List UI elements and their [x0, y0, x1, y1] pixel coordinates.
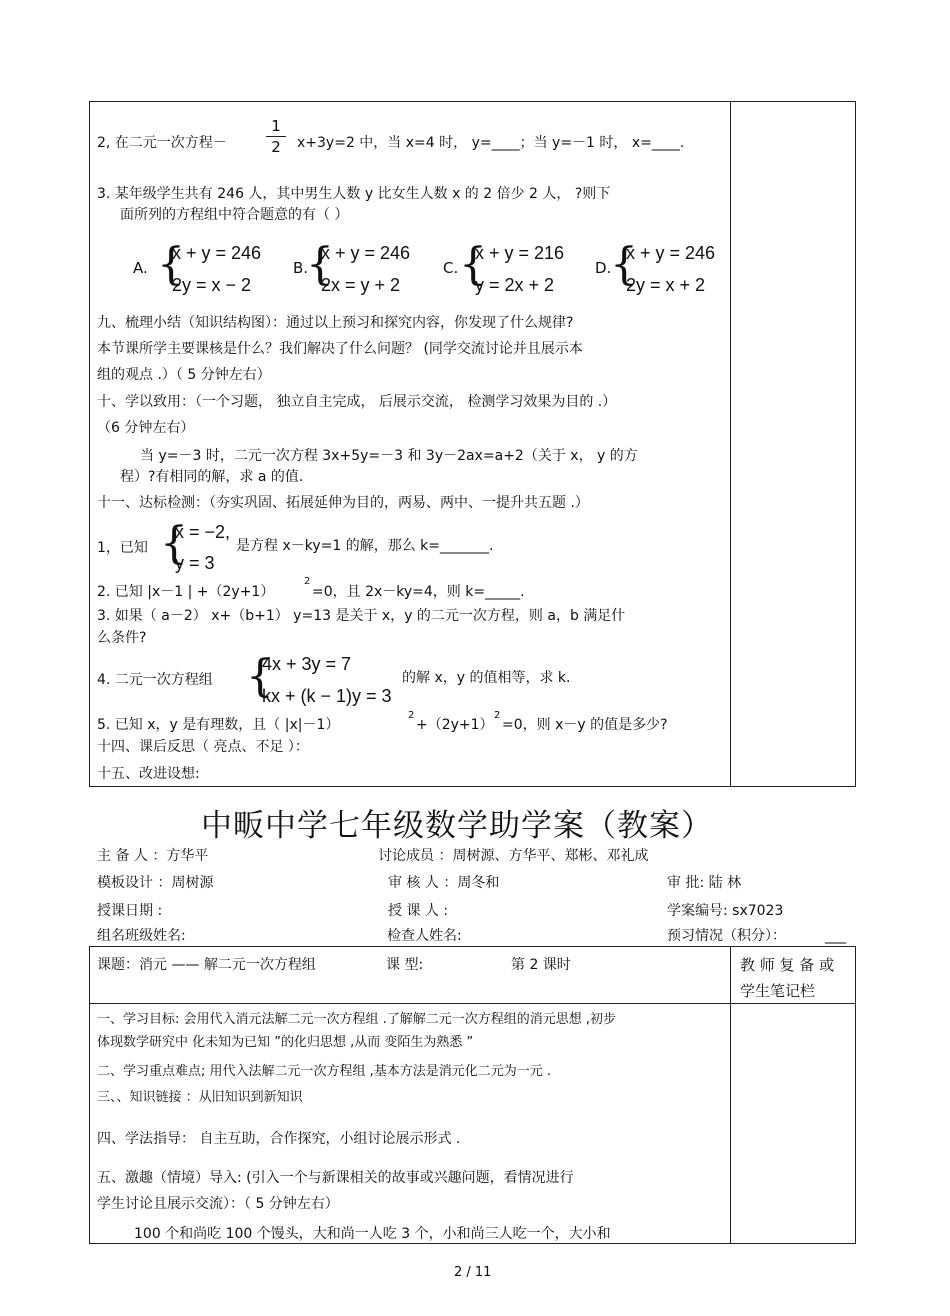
header-teacher: 授 课 人 :	[388, 903, 449, 919]
option-c-brace: {	[459, 239, 487, 290]
test-4-eq1: 4x + 3y = 7	[262, 654, 352, 674]
header-checker: 检查人姓名:	[387, 928, 462, 944]
test-4-prefix: 4. 二元一次方程组	[97, 672, 213, 688]
q3-line-1: 3. 某年级学生共有 246 人，其中男生人数 y 比女生人数 x 的 2 倍少 2 人， ?则下	[97, 186, 611, 202]
option-d-eq1: x + y = 246	[626, 243, 716, 263]
option-c-eq1: x + y = 216	[475, 243, 565, 263]
section-5-line-1: 五、激趣（情境）导入: (引入一个与新课相关的故事或兴趣问题，看情况进行	[97, 1170, 574, 1186]
page-title: 中畈中学七年级数学助学案（教案）	[201, 808, 713, 844]
option-d-label: D.	[595, 259, 612, 277]
test-1-eq1: x = −2,	[175, 522, 231, 542]
option-c-eq2: y = 2x + 2	[475, 275, 555, 295]
section-10-line-2: （6 分钟左右）	[97, 420, 195, 436]
section-4: 四、学法指导： 自主互助，合作探究，小组讨论展示形式 .	[97, 1131, 461, 1147]
test-1-eq2: y = 3	[175, 553, 215, 573]
section-14: 十四、课后反思（ 亮点、不足 ）：	[97, 739, 309, 755]
q2-fraction	[266, 117, 286, 156]
test-4-brace: {	[246, 651, 274, 702]
option-a-eq1: x + y = 246	[172, 243, 262, 263]
header-date: 授课日期 :	[97, 903, 163, 919]
test-5-sup-2: 2	[494, 710, 501, 721]
option-a-brace: {	[157, 239, 185, 290]
test-2-sup: 2	[304, 576, 311, 587]
section-5-line-2: 学生讨论且展示交流）：（ 5 分钟左右）	[97, 1196, 339, 1212]
section-10-line-4: 程）?有相同的解，求 a 的值.	[120, 469, 304, 485]
test-2-prefix: 2. 已知 |x－1 | +（2y+1）	[97, 584, 275, 600]
header-group: 组名班级姓名:	[97, 928, 186, 944]
section-9-line-1: 九、梳理小结（知识结构图）：通过以上预习和探究内容，你发现了什么规律?	[97, 315, 574, 331]
header-members: 讨论成员 ：周树源、方华平、郑彬、邓礼成	[378, 848, 649, 864]
test-1-brace: {	[160, 518, 188, 569]
test-4-eq2: kx + (k − 1)y = 3	[262, 686, 392, 706]
q2-prefix: 2, 在二元一次方程－	[97, 135, 227, 151]
option-d-eq2: 2y = x + 2	[626, 275, 706, 295]
side-column-header-line-1: 教 师 复 备 或	[740, 956, 835, 974]
option-b-eq1: x + y = 246	[321, 243, 411, 263]
header-author: 主 备 人 ：方华平	[97, 848, 209, 864]
side-column-header-line-2: 学生笔记栏	[740, 982, 816, 1000]
test-2-suffix: =0，且 2x－ky=4，则 k=_____.	[312, 584, 525, 600]
test-3-line-1: 3. 如果（ a－2） x+（b+1） y=13 是关于 x，y 的二元一次方程，则 a，b 满足什	[97, 608, 626, 624]
test-5-prefix: 5. 已知 x，y 是有理数，且（ |x|－1）	[97, 717, 340, 733]
test-1-suffix: 是方程 x－ky=1 的解，那么 k=_______.	[236, 538, 494, 554]
test-4-suffix: 的解 x，y 的值相等，求 k.	[402, 670, 571, 686]
test-5-suffix: =0，则 x－y 的值是多少?	[502, 717, 668, 733]
section-2: 二、学习重点难点; 用代入法解二元一次方程组 ,基本方法是消元化二元为一元 .	[97, 1064, 552, 1079]
section-3: 三、、知识链接 ：从旧知识到新知识	[97, 1090, 303, 1105]
option-b-brace: {	[306, 239, 334, 290]
header-approver: 审 批: 陆 林	[667, 875, 742, 891]
header-preview: 预习情况（积分）：	[667, 928, 786, 944]
section-5-line-3: 100 个和尚吃 100 个馒头，大和尚一人吃 3 个，小和尚三人吃一个，大小和	[134, 1226, 611, 1242]
option-a-eq2: 2y = x − 2	[172, 275, 252, 295]
q2-fraction-denominator: 2	[271, 138, 281, 156]
option-b-eq2: 2x = y + 2	[321, 275, 401, 295]
page-number: 2 / 11	[454, 1265, 492, 1280]
header-case-number: 学案编号: sx7023	[667, 903, 784, 919]
section-10-line-3: 当 y=－3 时，二元一次方程 3x+5y=－3 和 3y－2ax=a+2（关于 x， y 的方	[140, 448, 638, 464]
course-type: 课 型:	[386, 957, 424, 973]
header-template: 模板设计 ：周树源	[97, 875, 214, 891]
section-1-line-2: 体现数学研究中 化未知为已知 ”的化归思想 ,从而 变陌生为熟悉 ”	[97, 1035, 474, 1050]
section-10-line-1: 十、学以致用：（一个习题， 独立自主完成， 后展示交流， 检测学习效果为目的 .）	[97, 394, 617, 410]
course-period: 第 2 课时	[511, 957, 571, 973]
header-reviewer: 审 核 人 ：周冬和	[388, 875, 500, 891]
option-b-label: B.	[293, 259, 309, 277]
section-9-line-3: 组的观点 .）（ 5 分钟左右）	[97, 367, 271, 383]
test-1-prefix: 1，已知	[97, 540, 148, 556]
test-5-sup-1: 2	[408, 710, 415, 721]
header-preview-blank: ___	[825, 928, 846, 944]
section-9-line-2: 本节课所学主要课核是什么？我们解决了什么问题？ (同学交流讨论并且展示本	[97, 341, 583, 357]
q2-fraction-numerator: 1	[271, 117, 281, 135]
option-d-brace: {	[610, 239, 638, 290]
section-1-line-1: 一、学习目标: 会用代入消元法解二元一次方程组 .了解解二元一次方程组的消元思想 ,初步	[97, 1012, 617, 1027]
option-c-label: C.	[443, 259, 459, 277]
q3-line-2: 面所列的方程组中符合题意的有（ ）	[120, 207, 349, 223]
q2-suffix: x+3y=2 中，当 x=4 时， y=____；当 y=－1 时， x=____.	[297, 135, 685, 151]
option-a-label: A.	[133, 259, 148, 277]
test-5-middle: +（2y+1）	[416, 717, 494, 733]
course-title: 课题：消元 —— 解二元一次方程组	[97, 957, 316, 973]
section-11-line-1: 十一、达标检测：（夯实巩固、拓展延伸为目的，两易、两中、一提升共五题 .）	[97, 495, 589, 511]
section-15: 十五、改进设想:	[97, 766, 200, 782]
test-3-line-2: 么条件?	[97, 630, 147, 646]
